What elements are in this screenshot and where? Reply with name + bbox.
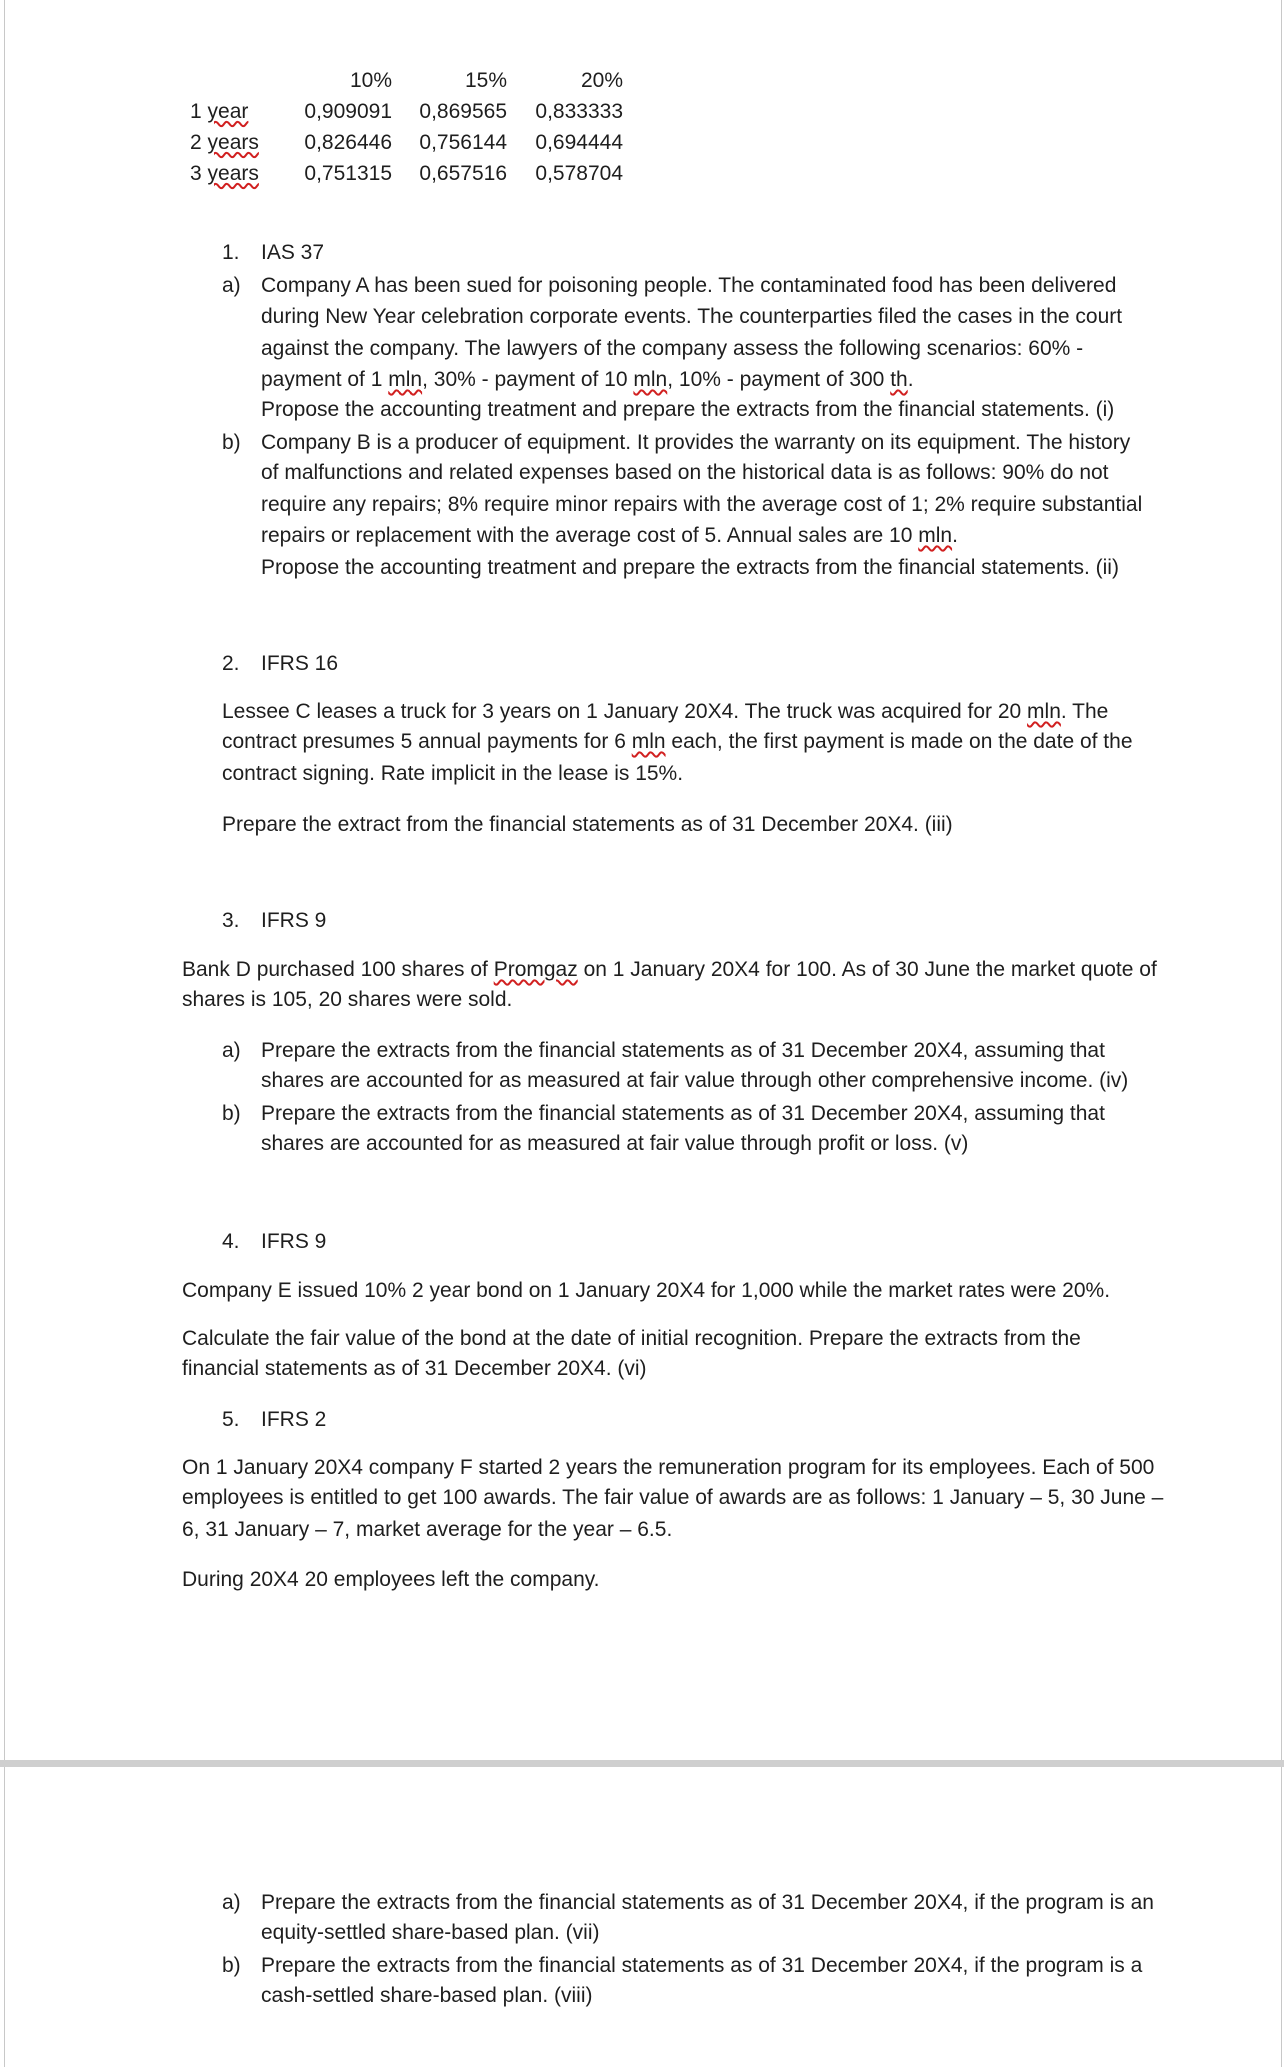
- q3-title: IFRS 9: [261, 909, 327, 932]
- q1-a-line: Company A has been sued for poisoning people. The contaminated food has been delivered: [261, 274, 1117, 297]
- q3-b-line: shares are accounted for as measured at fair value through profit or loss. (v): [261, 1132, 969, 1155]
- q5-line: On 1 January 20X4 company F started 2 years the remuneration program for its employees. Each of 500: [182, 1456, 1155, 1479]
- q5-a-line: equity-settled share-based plan. (vii): [261, 1921, 600, 1944]
- page-break: [0, 1760, 1284, 1767]
- q1-a-label: a): [222, 274, 241, 297]
- q1-title: IAS 37: [261, 241, 325, 264]
- q3-b-line: Prepare the extracts from the financial statements as of 31 December 20X4, assuming that: [261, 1102, 1105, 1125]
- q5-a-line: Prepare the extracts from the financial statements as of 31 December 20X4, if the program is an: [261, 1891, 1154, 1914]
- table-cell: 0,694444: [535, 130, 623, 154]
- table-cell: 0,751315: [304, 161, 392, 185]
- q3-b-label: b): [222, 1102, 241, 1125]
- q2-line: Lessee C leases a truck for 3 years on 1 January 20X4. The truck was acquired for 20 mln. The: [222, 700, 1109, 723]
- q4-line: Calculate the fair value of the bond at the date of initial recognition. Prepare the extracts from the: [182, 1327, 1081, 1350]
- q1-b-label: b): [222, 431, 241, 454]
- q1-b-task: Propose the accounting treatment and prepare the extracts from the financial statements. (ii): [261, 556, 1119, 579]
- q5-a-label: a): [222, 1891, 241, 1914]
- q5-title: IFRS 2: [261, 1408, 327, 1431]
- table-cell: 0,578704: [535, 161, 623, 185]
- q4-line: financial statements as of 31 December 20X4. (vi): [182, 1357, 647, 1380]
- q3-number: 3.: [222, 909, 240, 932]
- q5-number: 5.: [222, 1408, 240, 1431]
- q5-b-line: Prepare the extracts from the financial statements as of 31 December 20X4, if the program is a: [261, 1954, 1143, 1977]
- q3-line: Bank D purchased 100 shares of Promgaz on 1 January 20X4 for 100. As of 30 June the market quote of: [182, 958, 1157, 981]
- q5-line: employees is entitled to get 100 awards. The fair value of awards are as follows: 1 January – 5, 30 June –: [182, 1486, 1164, 1509]
- discount-factor-table: [190, 65, 623, 189]
- row-label: 3 years: [190, 161, 259, 185]
- q2-task: Prepare the extract from the financial statements as of 31 December 20X4. (iii): [222, 813, 953, 836]
- q1-a-line: during New Year celebration corporate events. The counterparties filed the cases in the court: [261, 305, 1123, 328]
- table-cell: 0,909091: [304, 99, 392, 123]
- q4-number: 4.: [222, 1230, 240, 1253]
- q5-b-label: b): [222, 1954, 241, 1977]
- row-label: 1 year: [190, 99, 249, 123]
- q1-a-payments: payment of 1 mln, 30% - payment of 10 mln, 10% - payment of 300 th.: [261, 368, 914, 391]
- row-label: 2 years: [190, 130, 259, 154]
- table-row: [190, 127, 623, 158]
- q1-b-sales: repairs or replacement with the average cost of 5. Annual sales are 10 mln.: [261, 524, 958, 547]
- q2-number: 2.: [222, 652, 240, 675]
- q2-line: contract signing. Rate implicit in the lease is 15%.: [222, 762, 684, 785]
- q1-number: 1.: [222, 241, 240, 264]
- q5-line: 6, 31 January – 7, market average for the year – 6.5.: [182, 1518, 673, 1541]
- q2-line: contract presumes 5 annual payments for 6 mln each, the first payment is made on the date of the: [222, 730, 1133, 753]
- table-header-row: [190, 65, 623, 96]
- q1-b-line: require any repairs; 8% require minor repairs with the average cost of 1; 2% require substantial: [261, 493, 1143, 516]
- q3-a-label: a): [222, 1039, 241, 1062]
- rate-header: 15%: [464, 68, 507, 92]
- table-cell: 0,657516: [419, 161, 507, 185]
- q5-line: During 20X4 20 employees left the company.: [182, 1568, 600, 1591]
- q1-a-line: against the company. The lawyers of the company assess the following scenarios: 60% -: [261, 337, 1084, 360]
- q1-a-task: Propose the accounting treatment and prepare the extracts from the financial statements. (i): [261, 398, 1115, 421]
- table-cell: 0,756144: [419, 130, 507, 154]
- q1-b-line: Company B is a producer of equipment. It provides the warranty on its equipment. The history: [261, 431, 1131, 454]
- table-row: [190, 96, 623, 127]
- table-row: [190, 158, 623, 189]
- q5-b-line: cash-settled share-based plan. (viii): [261, 1984, 593, 2007]
- q2-title: IFRS 16: [261, 652, 339, 675]
- q1-b-line: of malfunctions and related expenses based on the historical data is as follows: 90% do not: [261, 461, 1109, 484]
- q3-a-line: shares are accounted for as measured at fair value through other comprehensive income. (iv): [261, 1069, 1129, 1092]
- table-cell: 0,826446: [304, 130, 392, 154]
- q4-line: Company E issued 10% 2 year bond on 1 January 20X4 for 1,000 while the market rates were 20%.: [182, 1279, 1111, 1302]
- q3-line: shares is 105, 20 shares were sold.: [182, 988, 513, 1011]
- table-cell: 0,869565: [419, 99, 507, 123]
- rate-header: 10%: [349, 68, 392, 92]
- table-cell: 0,833333: [535, 99, 623, 123]
- q3-a-line: Prepare the extracts from the financial statements as of 31 December 20X4, assuming that: [261, 1039, 1105, 1062]
- rate-header: 20%: [580, 68, 623, 92]
- q4-title: IFRS 9: [261, 1230, 327, 1253]
